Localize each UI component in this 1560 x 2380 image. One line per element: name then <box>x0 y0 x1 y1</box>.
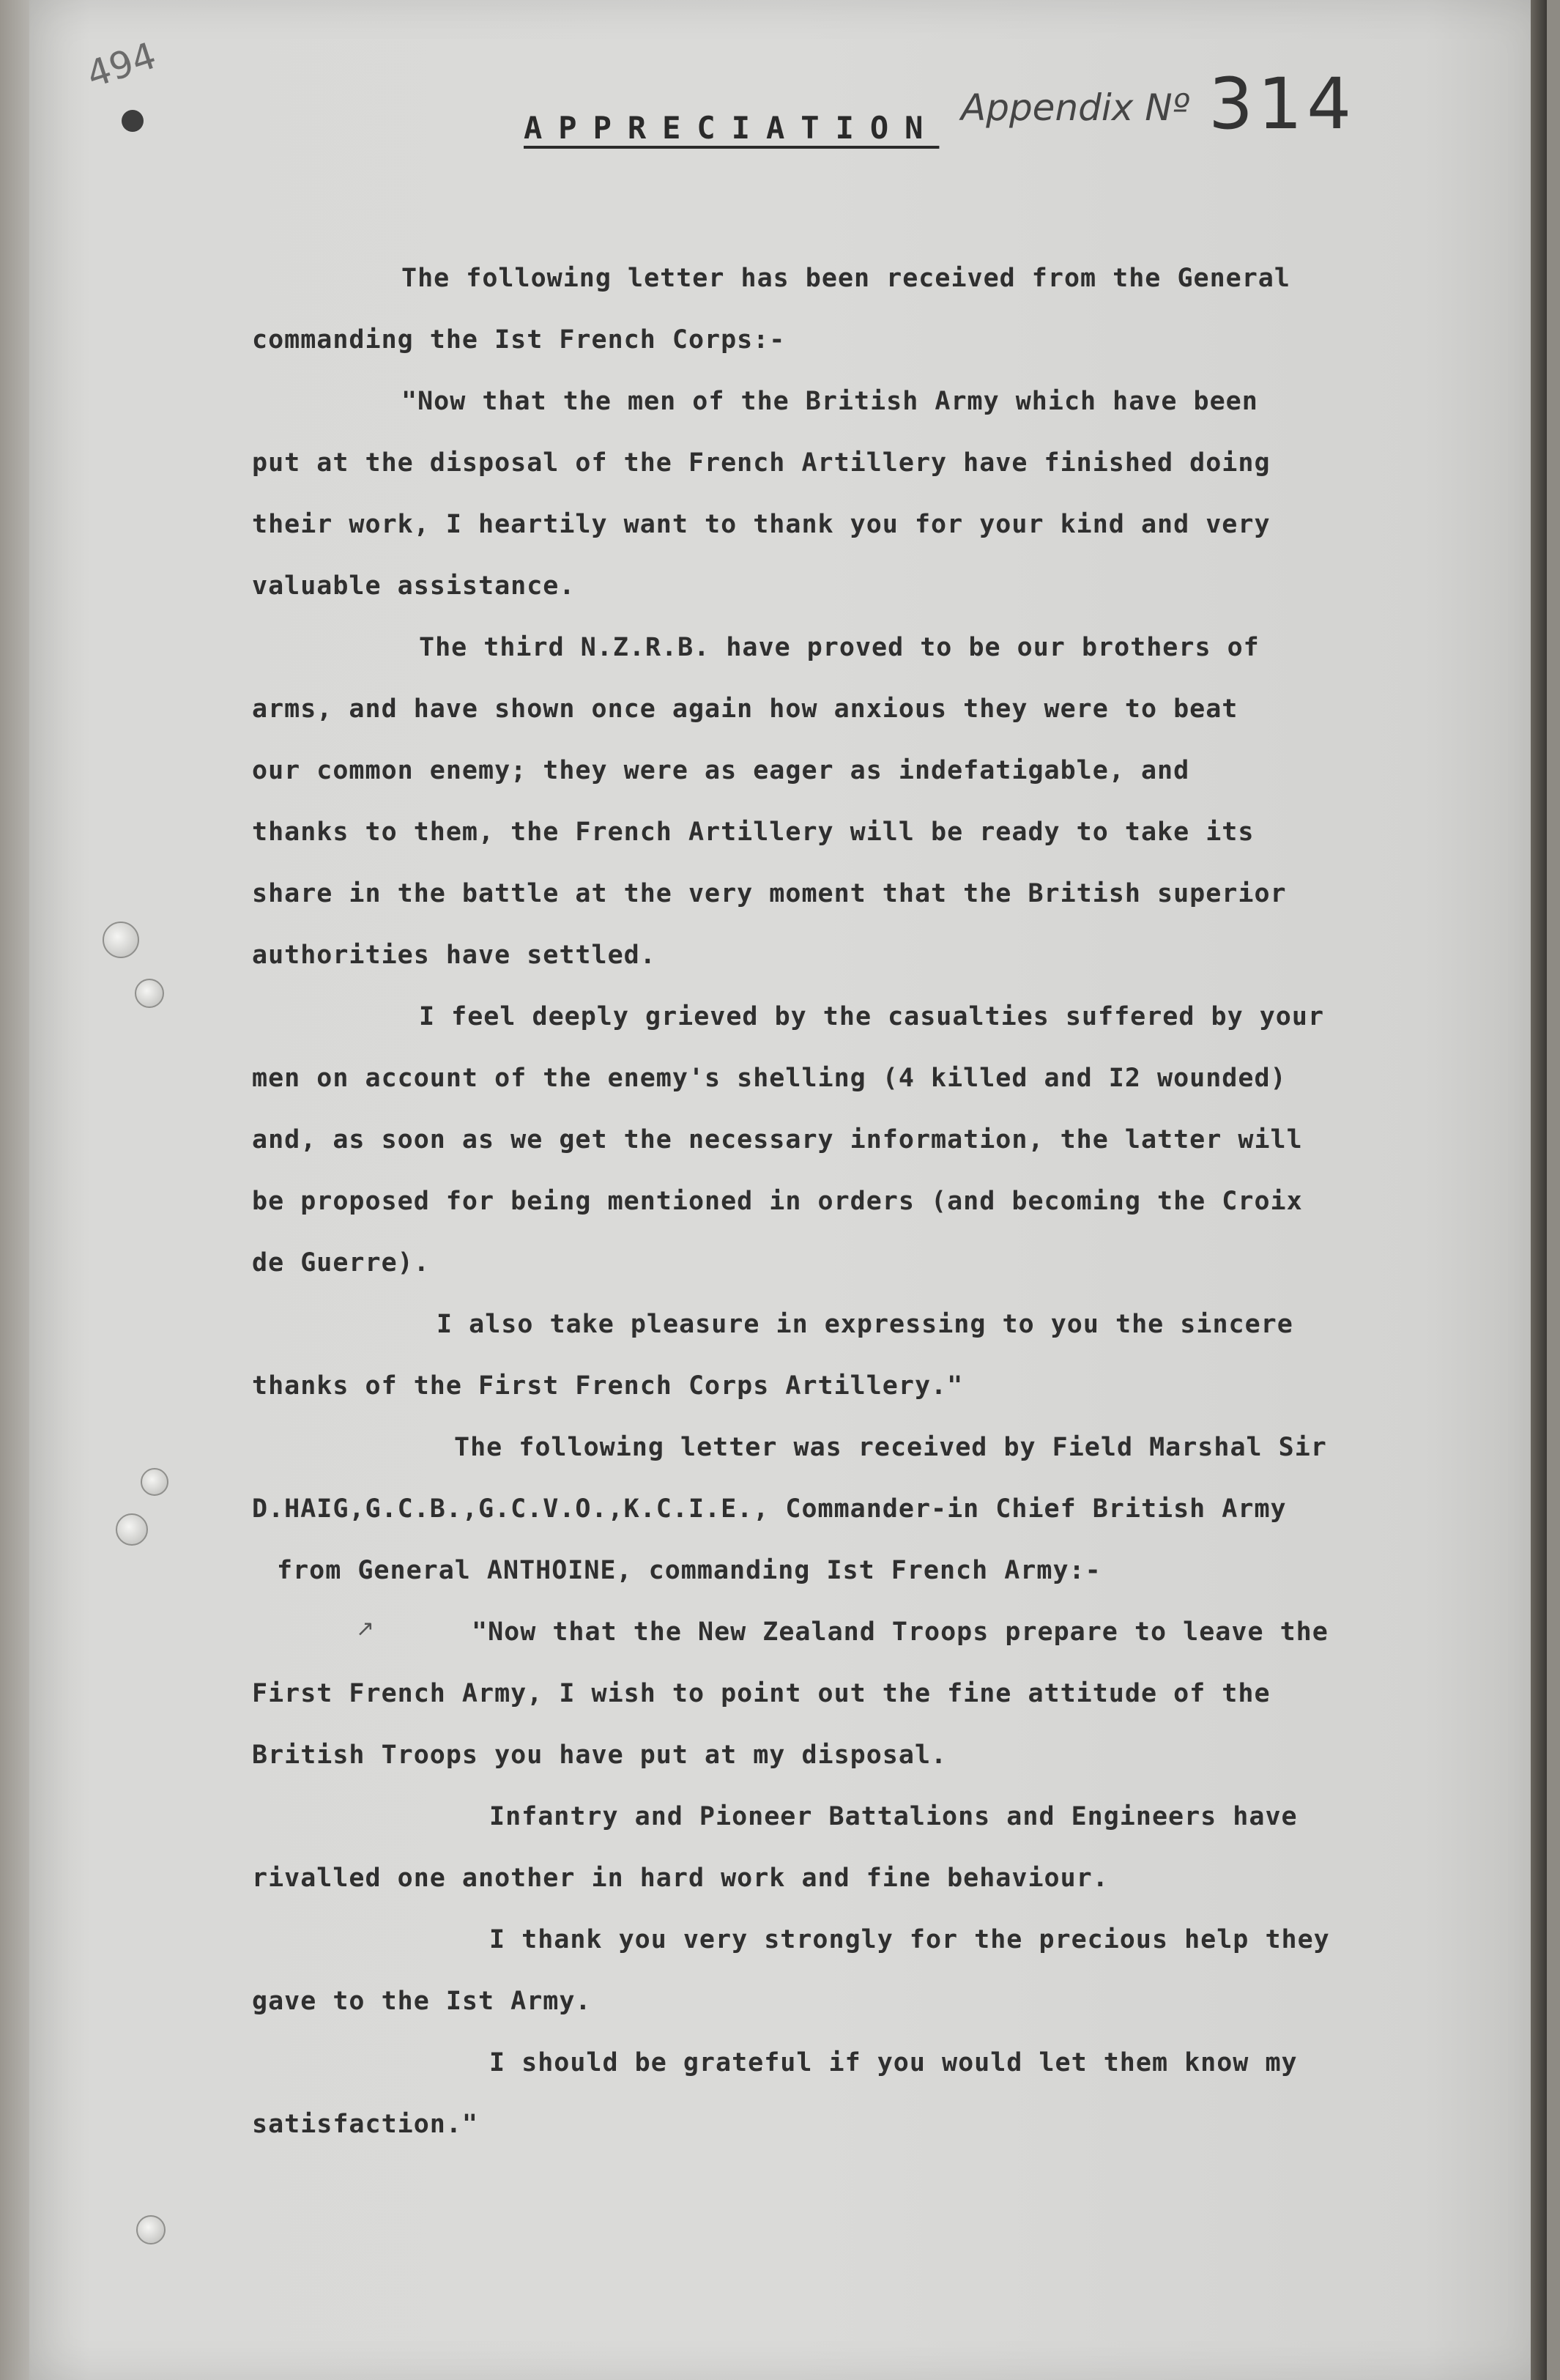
document-title: APPRECIATION <box>524 110 940 146</box>
appendix-label: Appendix Nº <box>961 86 1190 129</box>
arrow-mark: ↗ <box>356 1616 375 1642</box>
text-line: de Guerre). <box>252 1248 430 1278</box>
text-line: Infantry and Pioneer Battalions and Engineers have <box>489 1802 1298 1831</box>
text-line: men on account of the enemy's shelling (4 killed and I2 wounded) <box>252 1064 1287 1093</box>
text-line: put at the disposal of the French Artillery have finished doing <box>252 448 1271 478</box>
text-line: First French Army, I wish to point out the fine attitude of the <box>252 1679 1271 1708</box>
punch-hole <box>135 979 164 1008</box>
text-line: rivalled one another in hard work and fine behaviour. <box>252 1864 1109 1893</box>
text-line: valuable assistance. <box>252 571 576 601</box>
punch-hole <box>136 2215 166 2244</box>
page-shadow-edge <box>1531 0 1547 2380</box>
text-line: from General ANTHOINE, commanding Ist French Army:- <box>277 1556 1102 1585</box>
appendix-number: 314 <box>1208 63 1356 145</box>
folio-number: 494 <box>81 34 162 97</box>
text-line: British Troops you have put at my disposal. <box>252 1740 948 1770</box>
text-line: D.HAIG,G.C.B.,G.C.V.O.,K.C.I.E., Commander-in Chief British Army <box>252 1494 1287 1524</box>
text-line: thanks to them, the French Artillery will be ready to take its <box>252 818 1255 847</box>
text-line: gave to the Ist Army. <box>252 1987 592 2016</box>
text-line: I thank you very strongly for the precious help they <box>489 1925 1330 1954</box>
text-line: our common enemy; they were as eager as indefatigable, and <box>252 756 1190 785</box>
text-line: arms, and have shown once again how anxious they were to beat <box>252 694 1238 724</box>
punch-hole <box>103 922 139 958</box>
text-line: commanding the Ist French Corps:- <box>252 325 786 355</box>
text-line: I should be grateful if you would let them know my <box>489 2048 1298 2077</box>
text-line: I also take pleasure in expressing to you the sincere <box>437 1310 1293 1339</box>
text-line: their work, I heartily want to thank you for your kind and very <box>252 510 1271 539</box>
text-line: satisfaction." <box>252 2110 479 2139</box>
text-line: The following letter has been received from the General <box>401 264 1290 293</box>
text-line: The third N.Z.R.B. have proved to be our brothers of <box>419 633 1260 662</box>
text-line: "Now that the men of the British Army which have been <box>401 387 1258 416</box>
text-line: The following letter was received by Field Marshal Sir <box>454 1433 1327 1462</box>
punch-hole <box>141 1468 168 1496</box>
scanner-left-margin <box>0 0 29 2380</box>
punch-hole <box>116 1513 148 1546</box>
text-line: share in the battle at the very moment that the British superior <box>252 879 1287 908</box>
ink-dot <box>122 110 144 132</box>
text-line: authorities have settled. <box>252 941 656 970</box>
text-line: thanks of the First French Corps Artillery." <box>252 1371 964 1401</box>
text-line: I feel deeply grieved by the casualties suffered by your <box>419 1002 1325 1031</box>
text-line: "Now that the New Zealand Troops prepare to leave the <box>472 1617 1329 1647</box>
text-line: and, as soon as we get the necessary information, the latter will <box>252 1125 1303 1154</box>
text-line: be proposed for being mentioned in orders (and becoming the Croix <box>252 1187 1303 1216</box>
